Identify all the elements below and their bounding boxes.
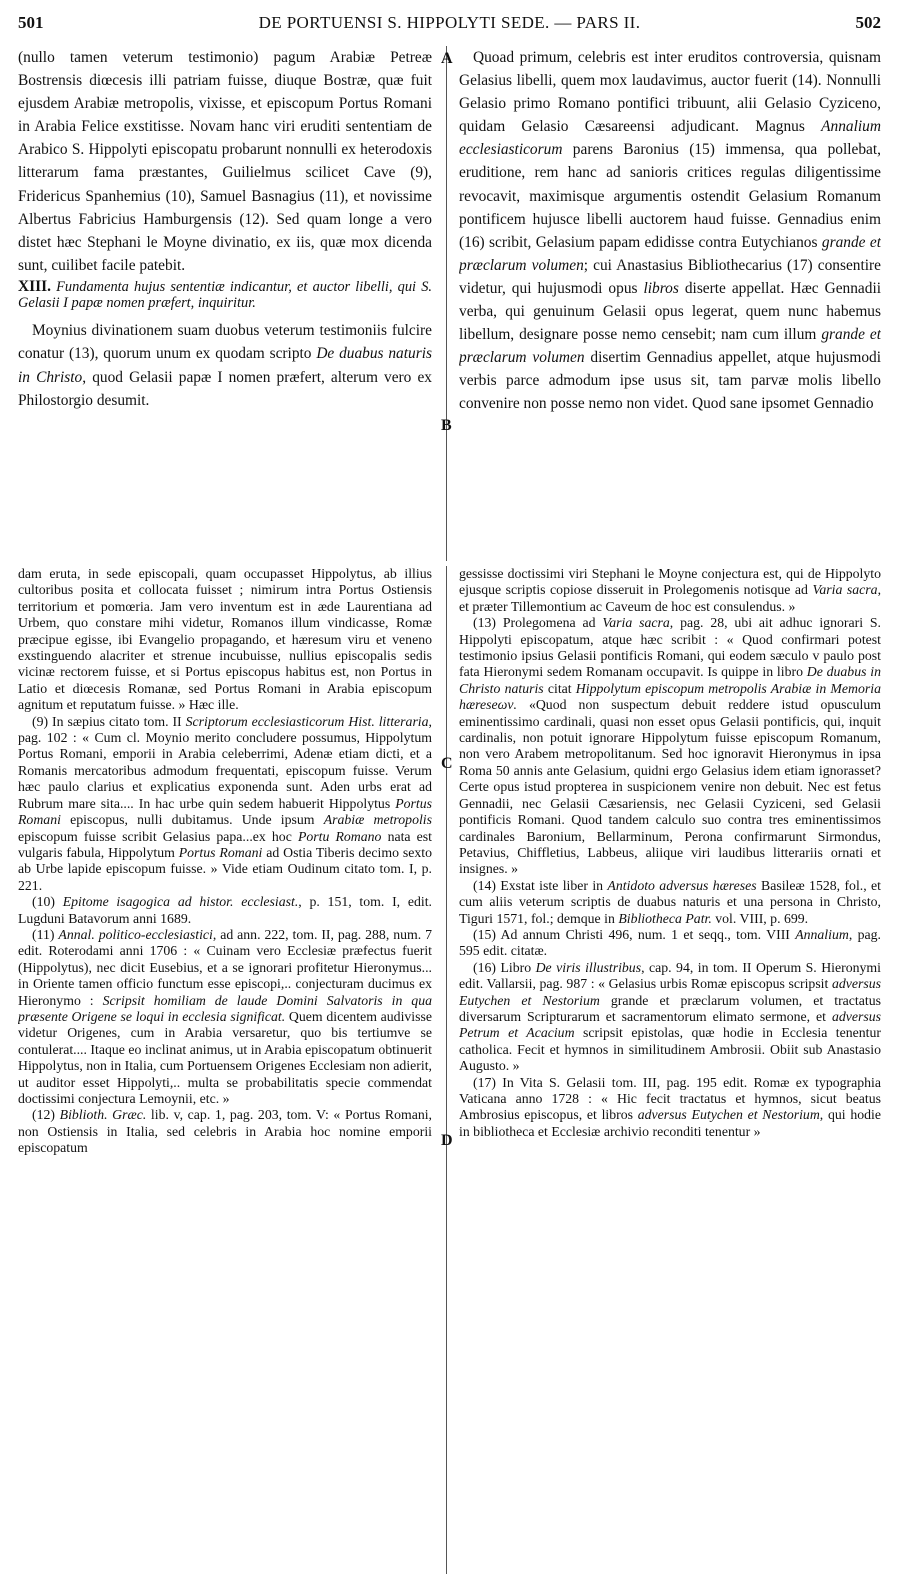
text-run: Basileæ 1528, fol., et cum aliis veterum scriptis de duabus naturis et una persona in Christo, Tiguri 1571, fol.; demque in [459,877,881,926]
text-run: , pag. 28, ubi ait adhuc ignorari S. Hippolyti episcopatum, atque hæc scribit : « Quod confirmari potest testimonio ipsius Gelasii pontificis Romani, qui eodem sæculo v paulo post fata Hieronymi sedem Romanam occupavit. Is quippe in libro [459,615,881,680]
text-run: parens Baronius (15) immensa, qua pollebat, eruditione, rem hanc ad sanioris critices regulas diligentissime revocavit, maximisque argumentis ostendit Gelasium Romanum pontificem hujusce libelli auctorem haud fuisse. Gennadius enim (16) scribit, Gelasium papam edidisse contra Eutychianos [459,141,881,251]
text-run: , et præter Tillemontium ac Caveum de hoc est consulendus. » [459,582,881,614]
italic-run: grande et præclarum volumen [459,326,881,367]
text-run: episcopus, nulli dubitamus. Unde ipsum [60,812,324,828]
section-number: XIII. [18,277,51,295]
italic-run: Scripsit homiliam de laude Domini Salvatoris in qua præsente Origene se loqui in ecclesia significat. [18,992,432,1024]
footnote-17 [459,1075,881,1141]
italic-run: Epitome isagogica ad histor. ecclesiast. [62,894,299,910]
text-run: episcopum fuisse scribit Gelasius papa...ex hoc [18,828,298,844]
italic-run: Annalium ecclesiasticorum [459,118,881,159]
text-run: «Quod non suspectum debuit reddere istud opusculum eminentissimo cardinali, quasi non esset opus Gelasii pontificis, qui, inquit cardinalis, non potuit ignorare Hippolytum fuisse episcopum Romanum, non vero Arabem metropolitanum. Sed hoc ignoravit Hieronymus in ipsa Roma 50 annis ante Gelasium, quidni ergo Gelasius idem etiam ignorasset? Certe opus istud propterea in suspicionem venire non debuit. Nec est fetus Gennadii, nec Gelasii Cæsariensis, nec Gelasii Cyziceni, sed Gelasii pontificis Romani. Quod tandem calculo suo contra tres eminentissimos cardinales Baronium, Bellarminum, Perona confirmarunt Sirmondus, Petavius, Chiffletius, Labbeus, aliique viri laudibus litterariis ornati et insignes. » [459,697,881,877]
italic-run: Scriptorum ecclesiasticorum Hist. litteraria [185,713,429,729]
margin-letter-b: B [441,417,452,434]
footnote-11 [18,927,432,1107]
footnote-13 [459,615,881,878]
text-run: ; cui Anastasius Bibliothecarius (17) consentire videtur, qui hujusmodi opus [459,256,881,297]
text-run: (12) [32,1107,60,1123]
text-run: (15) Ad annum Christi 496, num. 1 et seqq., tom. VIII [473,926,796,942]
running-header [18,13,881,35]
text-run: Quoad primum, celebris est inter eruditos controversia, quisnam Gelasius libelli, quem mox laudavimus, auctor fuerit (14). Nonnulli Gelasio primo Romano pontifici tribuunt, alii Gelasio Cyziceno, quidam Gelasio Cæsareensi adjudicant. Magnus [459,49,881,136]
italic-run: De duabus in Christo naturis [459,664,881,696]
text-run: (16) Libro [473,959,536,975]
footnote-15 [459,927,881,960]
text-run: (14) Exstat iste liber in [473,877,608,893]
footnote-14 [459,878,881,927]
italic-run: De duabus naturis in Christo [18,345,432,386]
text-run: gessisse doctissimi viri Stephani le Moyne conjectura est, qui de Hippolyto ejusque scriptis copiose disseruit in Prolegomenis notisque ad [459,566,881,598]
page-number-right: 502 [855,13,881,32]
section-heading [18,279,432,311]
footnote-10 [18,894,432,927]
italic-run: adversus Eutychen et Nestorium [637,1107,820,1123]
text-run: nata est vulgaris fabula, Hippolytum [18,828,432,860]
text-run: diserte appellat. Hæc Gennadii verba, qui genuinum Gelasii opus legerat, quem nunc habemus libellum, designare posse nemo censebit; nam cum illum [459,279,881,344]
italic-run: Bibliotheca Patr. [618,910,712,926]
margin-letter-d: D [441,1132,453,1149]
text-run: (17) In Vita S. Gelasii tom. III, pag. 195 edit. Romæ ex typographia Vaticana anno 1728 : « Hic fecit tractatus et hymnos, sicut beatus Ambrosius episcopus, et libros [459,1074,881,1123]
text-run: Quem dicentem audivisse videtur Origenes, cum in Arabia versaretur, quo bis tertiumve se contulerat.... Itaque eo inclinat animus, ut in Arabia episcopatum obtinuerit Hippolytus, non in Italia, cum Portuensem Origenes Ecclesiam non adierit, ut auditor esset Hippolyti,.. multa se probabilitatis specie commendat doctissimi conjectura Lemoynii, etc. » [18,1008,432,1106]
italic-run: Varia sacra [602,615,670,631]
text-run: , qui hodie in bibliotheca et Ecclesiæ archivio reconditi tenentur » [459,1107,881,1139]
italic-run: adversus Eutychen et Nestorium [459,976,881,1008]
main-text-left [18,46,432,558]
notes-left [18,566,432,1574]
text-run: , quod Gelasii papæ I nomen præfert, alterum vero ex Philostorgio desumit. [18,368,432,409]
italic-run: Arabiæ metropolis [323,812,432,828]
italic-run: Annal. politico-ecclesiastici [58,926,213,942]
text-run: , pag. 102 : « Cum cl. Moynio merito concludere possumus, Hippolytum Portus Romani, emporii in Arabia celeberrimi, Adenæ etiam dicti, et a Romanis mercatoribus admodum frequentati, episcopum fuisse. Verum hæc paulo clarius et explicatius exponenda sunt. Aden urbs erat ad Rubrum mare sita.... In hac urbe quin sedem habuerit Hippolytus [18,713,432,811]
italic-run: Antidoto adversus hæreses [607,877,757,893]
text-run: , ad ann. 222, tom. II, pag. 288, num. 7 edit. Roterodami anni 1706 : « Cuinam vero Ecclesiæ præfectus fuerit (Hippolytus), nec dicit Eusebius, et a se ignorari profitetur Hieronymus... in Oriente tamen officio functum esse episcopi,.. conjecturam ducimus ex Hieronymo : [18,926,432,1008]
section-title: Fundamenta hujus sententiæ indicantur, et auctor libelli, qui S. Gelasii I papæ nomen præfert, inquiritur. [18,278,432,312]
italic-run: Hippolytum episcopum metropolis Arabiæ in Memoria hæreseων. [459,680,881,713]
note-continuation: dam eruta, in sede episcopali, quam occupasset Hippolytus, ab illius cultoribus posita et collocata fuisset ; nimirum intra Portus Ostiensis territorium et pomœria. Jam vero inventum est in æde Laurentiana ad Urbem, quo constare mihi videtur, Romanos illum vindicasse, Romæ præcipue egisse, ibi Evangelio propagando, et hæresum viru et veneno exstinguendo alacriter et strenue incubuisse, nullius episcopalis sedis vicinæ rectorem fuisse, et si Portus episcopus habitus est, non Portus in Latio et diœcesis Romanæ, sed Portus Romani in Arabia episcopum agnitum et reputatum fuisse. » Hæc ille. [18,566,432,713]
italic-run: adversus Petrum et Acacium [459,1008,881,1041]
text-run: ad Ostia Tiberis decimo sexto ab Urbe lapide episcopum fuisse. » Vide etiam Oudinum citato tom. I, p. 221. [18,844,432,893]
text-run: citat [543,680,576,696]
italic-run: libros [643,279,679,297]
text-run: (13) Prolegomena ad [473,615,603,631]
text-run: scripsit epistolas, quæ hodie in Ecclesia tenentur catholica. Fecit et hymnos in similitudinem Ambrosii. Obiit sub Anastasio Augusto. » [459,1025,881,1074]
text-run: disertim Gennadius appellet, atque hujusmodi verbis parce admodum ipse usus sit, tam parvæ molis libello convenire non posse nemo non videt. Quod sane ipsomet Gennadio [459,349,881,413]
main-text-right [459,46,881,558]
footnote-12 [18,1107,432,1156]
footnote-9 [18,714,432,894]
italic-run: Portus Romani [178,844,263,860]
text-run: (10) [32,894,63,910]
column-separator-bottom [446,566,447,1574]
column-separator-top [446,46,447,561]
text-run: , pag. 595 edit. citatæ. [459,926,881,959]
footnote-16 [459,960,881,1075]
notes-right [459,566,881,1574]
text-run: , cap. 94, in tom. II Operum S. Hieronymi edit. Vallarsii, pag. 987 : « Gelasius urbis Romæ episcopus scripsit [459,959,881,992]
italic-run: Portu Romano [297,828,382,844]
paragraph: (nullo tamen veterum testimonio) pagum Arabiæ Petreæ Bostrensis diœcesis illi patriam fuisse, diuque Bostræ, quæ fuit ejusdem Arabiæ metropolis, vixisse, et episcopum Portus Romani in Arabia Felice exstitisse. Novam hanc viri eruditi sententiam de Arabico S. Hippolyti episcopatu probarunt nonnulli ex heterodoxis litterarum fama præstantes, Guilielmus scilicet Cave (9), Fridericus Spanhemius (10), Samuel Basnagius (11), et novissime Albertus Fabricius Hamburgensis (12). Sed quam longe a vero distet hæc Stephani le Moyne divinatio, ex iis, quæ mox dicenda sunt, cuilibet facile patebit. [18,49,432,274]
text-run: (9) In sæpius citato tom. II [32,713,186,729]
margin-letter-c: C [441,755,453,772]
italic-run: Portus Romani [18,795,432,828]
text-run: (11) [32,926,59,942]
paragraph [459,46,881,416]
text-run: , p. 151, tom. I, edit. Lugduni Batavorum anni 1689. [18,894,432,926]
note-continuation [459,566,881,615]
running-title: DE PORTUENSI S. HIPPOLYTI SEDE. — PARS II. [258,13,641,32]
text-run: vol. VIII, p. 699. [711,910,809,926]
text-run: Moynius divinationem suam duobus veterum testimoniis fulcire conatur (13), quorum unum ex quodam scripto [18,322,432,363]
italic-run: Biblioth. Græc. [59,1107,147,1123]
paragraph [18,319,432,411]
page-number-left: 501 [18,13,44,32]
margin-letter-a: A [441,50,453,67]
italic-run: De viris illustribus [535,959,642,975]
italic-run: grande et præclarum volumen [459,233,881,274]
text-run: lib. v, cap. 1, pag. 203, tom. V: « Portus Romani, non Ostiensis in Italia, sed celebris in Arabia hoc nomine emporii episcopatum [18,1107,432,1156]
text-run: grande et præclarum volumen, et tractatus diversarum Scripturarum et sacramentorum elimato sermone, et [459,992,881,1024]
italic-run: Varia sacra [812,582,878,598]
italic-run: Annalium [795,926,849,942]
